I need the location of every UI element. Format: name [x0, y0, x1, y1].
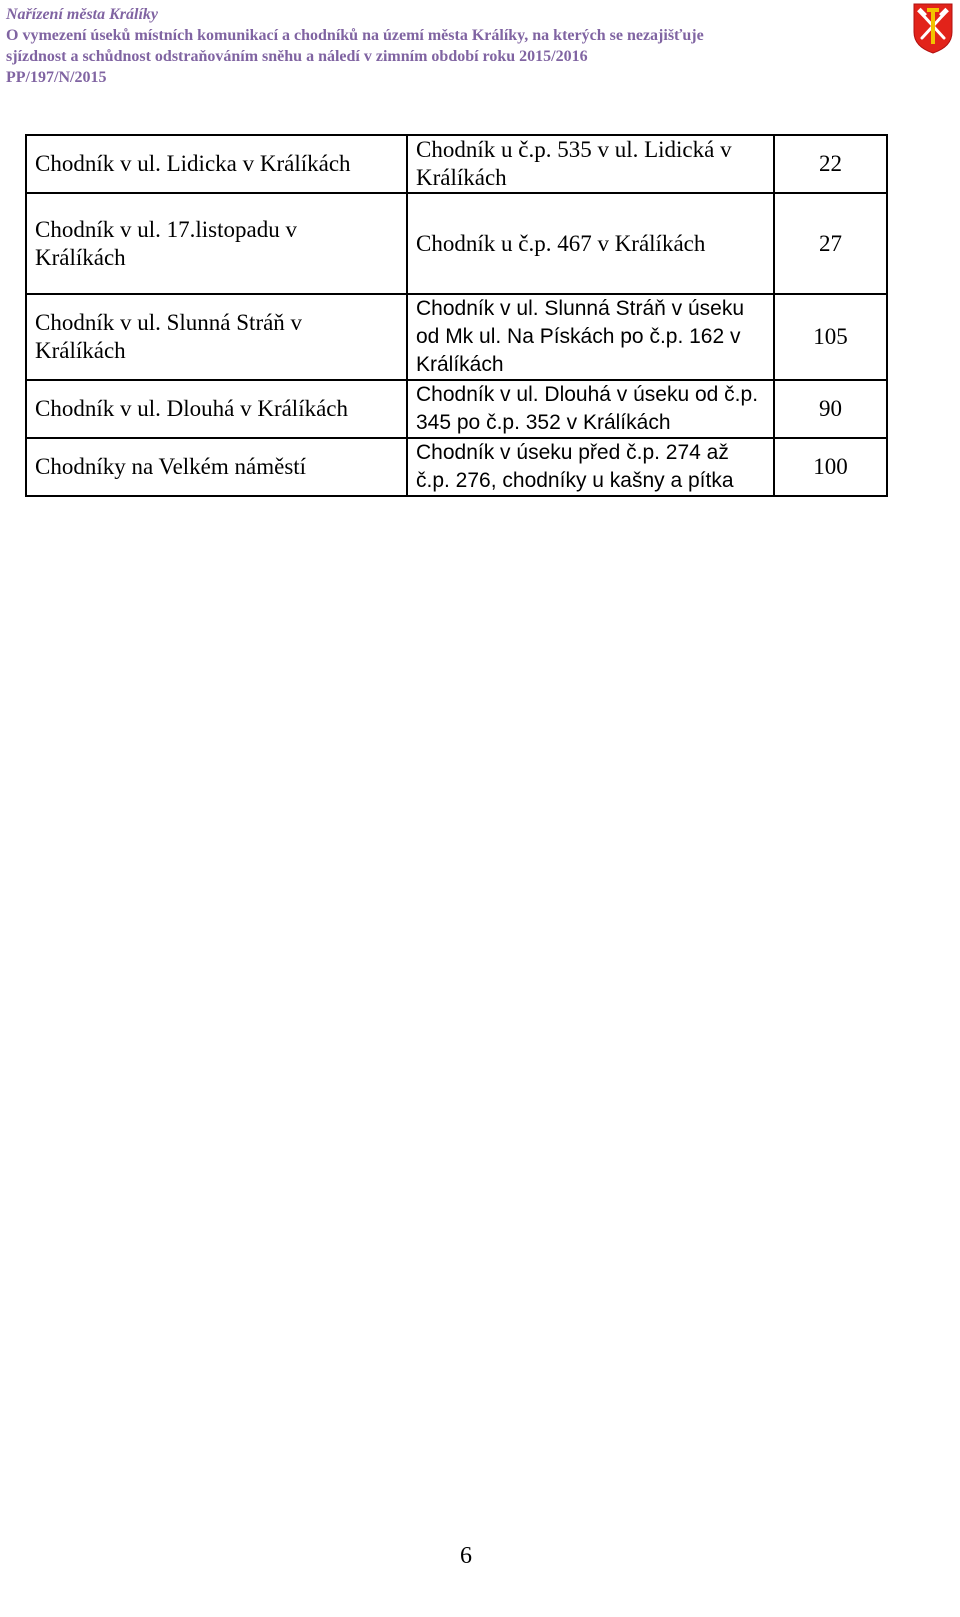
town-crest-icon: [912, 2, 954, 54]
document-title: Nařízení města Králíky: [6, 6, 159, 23]
street-cell: Chodníky na Velkém náměstí: [26, 438, 407, 496]
document-header: [6, 4, 886, 88]
length-cell: 90: [774, 380, 887, 438]
street-cell-text: Chodník v ul. 17.listopadu v Králíkách: [35, 216, 297, 270]
street-cell: [26, 294, 407, 380]
section-cell: Chodník v ul. Slunná Stráň v úseku od Mk ul. Na Pískách po č.p. 162 v Králíkách: [407, 294, 774, 380]
street-cell: Chodník v ul. Dlouhá v Králíkách: [26, 380, 407, 438]
table-row: [26, 135, 887, 193]
document-subject-line-2: sjízdnost a schůdnost odstraňováním sněhu a náledí v zimním období roku 2015/2016: [6, 48, 588, 65]
section-cell: Chodník u č.p. 467 v Králíkách: [407, 193, 774, 294]
street-cell-text: Chodník v ul. Slunná Stráň v Králíkách: [35, 310, 303, 363]
street-cell: Chodník v ul. Lidicka v Králíkách: [26, 135, 407, 193]
table-row: [26, 380, 887, 438]
table-row: [26, 438, 887, 496]
document-id: PP/197/N/2015: [6, 69, 107, 86]
length-cell: 100: [774, 438, 887, 496]
length-cell: 105: [774, 294, 887, 380]
section-cell: Chodník u č.p. 535 v ul. Lidická v Králíkách: [407, 135, 774, 193]
section-cell: Chodník v ul. Dlouhá v úseku od č.p. 345 po č.p. 352 v Králíkách: [407, 380, 774, 438]
document-subject-line-1: O vymezení úseků místních komunikací a chodníků na území města Králíky, na kterých se nezajišťuje: [6, 27, 704, 44]
sidewalk-table: [25, 134, 888, 497]
length-cell: 22: [774, 135, 887, 193]
section-cell: Chodník v úseku před č.p. 274 až č.p. 276, chodníky u kašny a pítka: [407, 438, 774, 496]
table-row: [26, 294, 887, 380]
table-row: [26, 193, 887, 294]
page-number: 6: [460, 1543, 472, 1569]
street-cell: [26, 193, 407, 294]
length-cell: 27: [774, 193, 887, 294]
